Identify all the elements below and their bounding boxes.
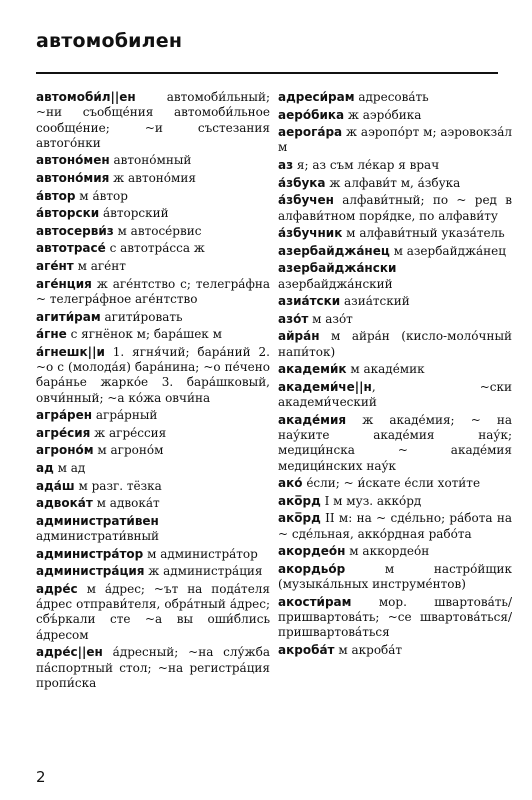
entry-headword: агре́сия xyxy=(36,425,91,440)
entry-definition: 1. ягня́чий; бара́ний 2. ~о с (молода́я) бара́нина; ~о пе́чено бара́нье жарко́е 3. бара́шковый, овчи́нный; ~а ко́жа овчи́на xyxy=(36,344,270,405)
entry-definition: мор. швартова́ть/пришвартова́ть; ~се швартова́ться/пришвартова́ться xyxy=(278,594,512,640)
dictionary-entry xyxy=(278,413,512,474)
entry-definition: автоно́мный xyxy=(109,153,192,168)
entry-headword: азиа́тски xyxy=(278,294,341,309)
entry-headword: акo̅рд xyxy=(278,511,321,526)
entry-headword: аеро́бика xyxy=(278,107,345,122)
dictionary-entry xyxy=(278,158,512,173)
dictionary-column-left xyxy=(36,90,270,694)
dictionary-entry xyxy=(36,408,270,423)
entry-headword: а́збука xyxy=(278,175,326,190)
dictionary-entry xyxy=(36,479,270,494)
entry-headword: академи́че||н xyxy=(278,379,372,394)
dictionary-entry xyxy=(278,329,512,360)
entry-headword: аз xyxy=(278,158,294,173)
entry-definition: м азербайджа́нец xyxy=(389,243,506,258)
entry-definition: II м: на ~ сде́льно; ра́бота на ~ сде́льная, акко́рдная рабо́та xyxy=(278,511,512,541)
entry-headword: ад xyxy=(36,460,54,475)
entry-definition: м азо́т xyxy=(308,311,353,326)
entry-headword: а́втор xyxy=(36,188,76,203)
entry-headword: акаде́мия xyxy=(278,412,347,427)
dictionary-entry xyxy=(278,176,512,191)
entry-headword: а́збучник xyxy=(278,226,343,241)
entry-headword: адре́с xyxy=(36,581,78,596)
running-head: автомобилен xyxy=(36,30,183,52)
dictionary-entry xyxy=(278,244,512,259)
entry-definition: м адвока́т xyxy=(92,496,160,511)
entry-headword: а́гнешк||и xyxy=(36,344,105,359)
entry-definition: администрати́вный xyxy=(36,529,160,544)
dictionary-entry xyxy=(36,224,270,239)
entry-headword: акости́рам xyxy=(278,594,352,609)
entry-definition: с ягнёнок м; бара́шек м xyxy=(66,327,222,342)
entry-definition: агра́рный xyxy=(92,408,158,423)
dictionary-entry xyxy=(278,380,512,411)
dictionary-entry xyxy=(36,443,270,458)
dictionary-entry xyxy=(36,241,270,256)
dictionary-entry xyxy=(36,514,270,545)
entry-definition: м аге́нт xyxy=(73,259,126,274)
dictionary-entry xyxy=(36,547,270,562)
dictionary-entry xyxy=(36,277,270,308)
dictionary-entry xyxy=(36,259,270,274)
dictionary-entry xyxy=(278,643,512,658)
entry-definition: м акроба́т xyxy=(334,643,403,658)
dictionary-entry xyxy=(36,171,270,186)
entry-definition: азиа́тский xyxy=(340,294,410,309)
dictionary-entry xyxy=(36,327,270,342)
entry-definition: ж аге́нтство с; телегра́фна ~ телегра́фное аге́нтство xyxy=(36,276,270,306)
dictionary-entry xyxy=(36,564,270,579)
entry-definition: ж алфави́т м, а́збука xyxy=(325,175,461,190)
entry-definition: м алфави́тный указа́тель xyxy=(342,226,505,241)
entry-definition: м а́дрес; ~ът на пода́теля а́дрес отправи́теля, обра́тный а́дрес; сбъ́ркали сте ~а вы оши́блись а́дресом xyxy=(36,581,270,642)
entry-definition: ж аэро́бика xyxy=(344,107,422,122)
entry-headword: администра́тор xyxy=(36,546,144,561)
entry-headword: автомоби́л||ен xyxy=(36,90,136,104)
entry-definition: м а́втор xyxy=(75,188,128,203)
entry-headword: агра́рен xyxy=(36,408,93,423)
entry-definition: а́дресный; ~на слу́жба па́спортный стол; ~на регистра́ция пропи́ска xyxy=(36,645,270,690)
entry-definition: ж администра́ция xyxy=(144,564,263,579)
entry-definition: м аккордео́н xyxy=(345,544,430,559)
dictionary-entry xyxy=(278,226,512,241)
dictionary-entry xyxy=(36,496,270,511)
dictionary-entry xyxy=(278,494,512,509)
entry-headword: ада́ш xyxy=(36,478,75,493)
dictionary-entry xyxy=(36,189,270,204)
entry-headword: автоно́мен xyxy=(36,153,110,168)
entry-definition: с автотра́сса ж xyxy=(105,241,205,256)
dictionary-entry xyxy=(278,476,512,491)
dictionary-entry xyxy=(278,562,512,593)
dictionary-entry xyxy=(278,312,512,327)
entry-headword: азо́т xyxy=(278,311,309,326)
dictionary-entry xyxy=(278,90,512,105)
dictionary-entry xyxy=(278,511,512,542)
entry-headword: а́збучен xyxy=(278,193,334,208)
entry-definition: ж агре́ссия xyxy=(90,425,167,440)
entry-headword: агити́рам xyxy=(36,309,101,324)
entry-definition: м автосе́рвис xyxy=(113,223,202,238)
entry-headword: а́гне xyxy=(36,327,67,342)
entry-headword: адвока́т xyxy=(36,496,93,511)
entry-headword: аге́нция xyxy=(36,276,92,291)
entry-headword: администрати́вен xyxy=(36,513,159,528)
dictionary-entry xyxy=(278,261,512,292)
entry-definition: , ~ски академи́ческий xyxy=(278,379,512,410)
dictionary-entry xyxy=(36,310,270,325)
entry-definition: я; аз съм ле́кар я врач xyxy=(293,158,440,173)
dictionary-entry xyxy=(278,125,512,156)
entry-definition: алфави́тный; по ~ ред в алфави́тном поря́дке, по алфави́ту xyxy=(278,193,512,223)
entry-headword: автотрасе́ xyxy=(36,241,106,256)
dictionary-entry xyxy=(36,345,270,406)
dictionary-entry xyxy=(36,153,270,168)
entry-headword: академи́к xyxy=(278,362,347,377)
entry-definition: ж аэропо́рт м; аэровокза́л м xyxy=(278,125,512,155)
entry-definition: автомоби́льный; ~ни съобще́ния автомоби́льное сообще́ние; ~и състезания автого́нки xyxy=(36,90,270,150)
dictionary-entry xyxy=(278,294,512,309)
entry-headword: айра́н xyxy=(278,329,320,344)
entry-definition: м акаде́мик xyxy=(346,362,425,377)
entry-headword: азербайджа́нски xyxy=(278,261,397,276)
dictionary-entry xyxy=(36,582,270,643)
dictionary-entry xyxy=(36,461,270,476)
entry-headword: ако́ xyxy=(278,476,303,491)
entry-definition: м разг. тёзка xyxy=(74,478,162,493)
entry-definition: агити́ровать xyxy=(100,309,183,324)
dictionary-entry xyxy=(36,426,270,441)
entry-definition: е́сли; ~ и́скате е́сли хоти́те xyxy=(302,476,481,491)
entry-definition: ж автоно́мия xyxy=(109,171,196,186)
entry-definition: азербайджа́нский xyxy=(278,276,393,291)
entry-headword: а́вторски xyxy=(36,206,100,221)
entry-headword: акордьо́р xyxy=(278,561,346,576)
entry-definition: м ад xyxy=(53,460,86,475)
entry-headword: акo̅рд xyxy=(278,493,321,508)
entry-headword: аге́нт xyxy=(36,259,74,274)
entry-headword: акроба́т xyxy=(278,643,335,658)
entry-definition: м настро́йщик (музыка́льных инструме́нтов) xyxy=(278,561,512,592)
dictionary-entry xyxy=(278,595,512,641)
entry-headword: акордео́н xyxy=(278,544,346,559)
entry-headword: автоно́мия xyxy=(36,171,110,186)
dictionary-entry xyxy=(278,362,512,377)
entry-headword: аерога́ра xyxy=(278,125,343,140)
entry-definition: м айра́н (кисло-моло́чный напи́ток) xyxy=(278,329,512,359)
dictionary-entry xyxy=(36,206,270,221)
entry-definition: I м муз. акко́рд xyxy=(320,493,422,508)
dictionary-entry xyxy=(278,193,512,224)
entry-definition: м администра́тор xyxy=(143,546,258,561)
header-rule xyxy=(36,72,498,74)
dictionary-entry xyxy=(278,108,512,123)
entry-headword: адреси́рам xyxy=(278,90,355,104)
dictionary-entry xyxy=(36,645,270,691)
entry-headword: автосерви́з xyxy=(36,223,114,238)
entry-headword: агроно́м xyxy=(36,443,94,458)
entry-definition: ж акаде́мия; ~ на нау́ките акаде́мия нау́к; медици́нска ~ акаде́мия медици́нских нау́к xyxy=(278,412,512,473)
entry-definition: а́вторский xyxy=(99,206,169,221)
page-number: 2 xyxy=(36,768,46,786)
entry-definition: адресова́ть xyxy=(354,90,429,104)
dictionary-entry xyxy=(278,544,512,559)
entry-headword: администра́ция xyxy=(36,564,145,579)
entry-definition: м агроно́м xyxy=(93,443,164,458)
entry-headword: адре́с||ен xyxy=(36,645,103,660)
dictionary-entry xyxy=(36,90,270,151)
entry-headword: азербайджа́нец xyxy=(278,243,390,258)
dictionary-column-right xyxy=(278,90,512,661)
